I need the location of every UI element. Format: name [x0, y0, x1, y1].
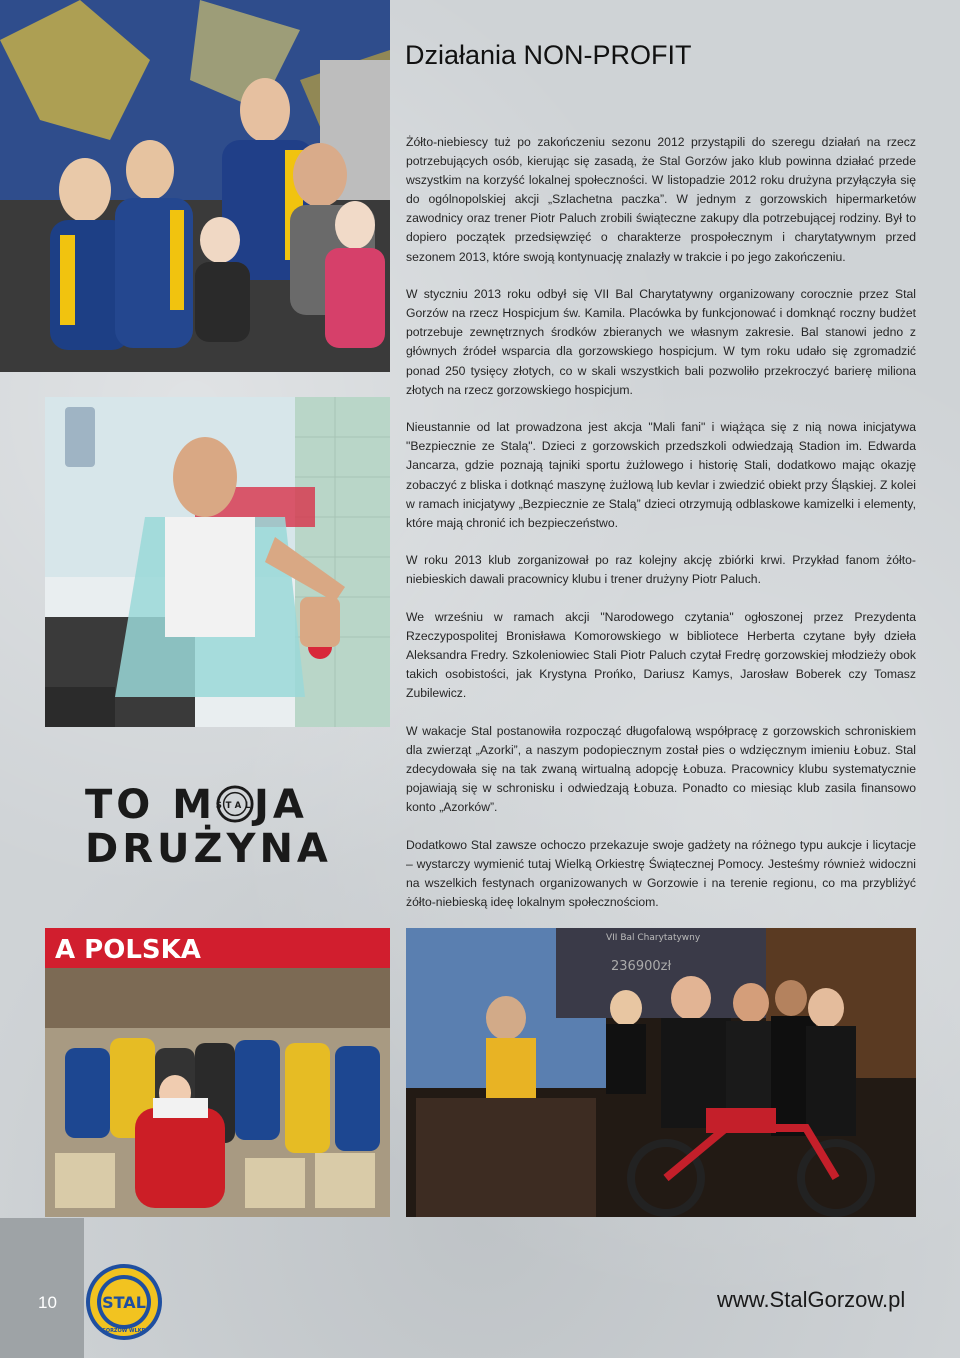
logo-text-line2: DRUŻYNA	[85, 826, 332, 872]
stal-gorzow-logo	[84, 1262, 164, 1342]
logo-text-part: JA	[254, 782, 308, 828]
paragraph: Nieustannie od lat prowadzona jest akcja "Mali fani" i wiążąca się z nią nowa inicjatywa "Bezpiecznie ze Stalą". Dzieci z gorzowskich przedszkoli odwiedzają Stadion im. Edwarda Jancarza, gdzie poznają tajniki sportu żużlowego i historię Stali, dodatkowo mając okazję zobaczyć z bliska i dotknąć maszynę żużlową lub kevlar i zwiedzić obiekt przy Śląskiej. Z kolei w ramach inicjatywy „Bezpiecznie ze Stalą” dzieci otrzymują odblaskowe kamizelki i elementy, które mają chronić ich bezpieczeństwo.	[406, 420, 916, 530]
page-title: Działania NON-PROFIT	[405, 40, 692, 70]
charity-ball-photo	[406, 928, 916, 1217]
players-with-children-photo	[0, 0, 390, 372]
christmas-shopping-photo	[45, 928, 390, 1217]
ball-amount-text: 236900zł	[611, 959, 672, 974]
website-url[interactable]: www.StalGorzow.pl	[717, 1287, 906, 1312]
paragraph: W roku 2013 klub zorganizował po raz kolejny akcję zbiórki krwi. Przykład fanom żółto-niebieskich dawali pracownicy klubu i trener drużyny Piotr Paluch.	[406, 553, 916, 587]
store-sign-text: A POLSKA	[55, 935, 201, 965]
blood-donation-photo	[45, 397, 390, 727]
page-number: 10	[38, 1293, 57, 1312]
badge-text: STAL	[216, 800, 255, 811]
paragraph: We wrześniu w ramach akcji "Narodowego czytania" ogłoszonej przez Prezydenta Rzeczypospolitej Bronisława Komorowskiego w bibliotece Herberta czytane były dzieła Aleksandra Fredry. Szkoleniowiec Stali Piotr Paluch czytał Fredrę gorzowskiej młodzieży obok takich osobistości, jak Krystyna Prońko, Dariusz Kamys, Jarosław Boberek czy Tomasz Zubilewicz.	[406, 609, 916, 701]
page-number-tab	[0, 1218, 84, 1358]
paragraph: Żółto-niebiescy tuż po zakończeniu sezonu 2012 przystąpili do szeregu działań na rzecz potrzebujących osób, kierując się zasadą, że Stal Gorzów jako klub powinna działać przede wszystkim na korzyść lokalnej społeczności. W listopadzie 2012 roku drużyna przyłączyła się do ogólnopolskiej akcji „Szlachetna paczka”. W jednym z gorzowskich hipermarketów zawodnicy oraz trener Piotr Paluch zrobili świąteczne zakupy dla potrzebującej rodziny. Był to dopiero początek przedsięwzięć o charakterze prospołecznym i charytatywnym przed sezonem 2013, które swoją kontynuację znalazły w trakcie i po jego zakończeniu.	[406, 135, 916, 264]
paragraph: W styczniu 2013 roku odbył się VII Bal Charytatywny organizowany corocznie przez Stal Gorzów na rzecz Hospicjum św. Kamila. Placówka by funkcjonować i domknąć roczny budżet potrzebuje zewnętrznych środków zbieranych we własnym zakresie. Bal stanowi jedno z głównych źródeł wsparcia dla gorzowskiego hospicjum. W tym roku udało się zgromadzić ponad 250 tysięcy złotych, co w skali wszystkich bali pozwoliło przekroczyć barierę miliona złotych na rzecz gorzowskiego hospicjum.	[406, 287, 916, 397]
paragraph: W wakacje Stal postanowiła rozpocząć długofalową współpracę z gorzowskich schroniskiem dla zwierząt „Azorki”, a naszym podopiecznym został pies o wdzięcznym imieniu Łobuz. Stal zdecydowała się na tak zwaną wirtualną adopcję Łobuza. Pracownicy klubu systematycznie pojawiają się w schronisku i odwiedzają Łobuza. Ponadto co miesiąc klub zasila finansowo konto „Azorków”.	[406, 723, 916, 815]
paragraph: Dodatkowo Stal zawsze ochoczo przekazuje swoje gadżety na różnego typu aukcje i licytacje – wystarczy wymienić tutaj Wielką Orkiestrę Świątecznej Pomocy. Jesteśmy również widoczni na wszelkich festynach organizowanych w Gorzowie i na terenie regionu, co ma przybliżyć żółto-niebieską ideę lokalnym społecznościom.	[406, 837, 916, 910]
ball-banner-text: VII Bal Charytatywny	[606, 933, 701, 943]
footer-badge-subtext: GORZÓW WLKP.	[101, 1328, 147, 1334]
logo-text-part: TO M	[85, 782, 217, 828]
footer-badge-text: STAL	[102, 1293, 146, 1312]
stal-badge-icon	[216, 785, 254, 823]
article-text	[406, 133, 916, 931]
to-moja-druzyna-logo	[85, 783, 355, 873]
